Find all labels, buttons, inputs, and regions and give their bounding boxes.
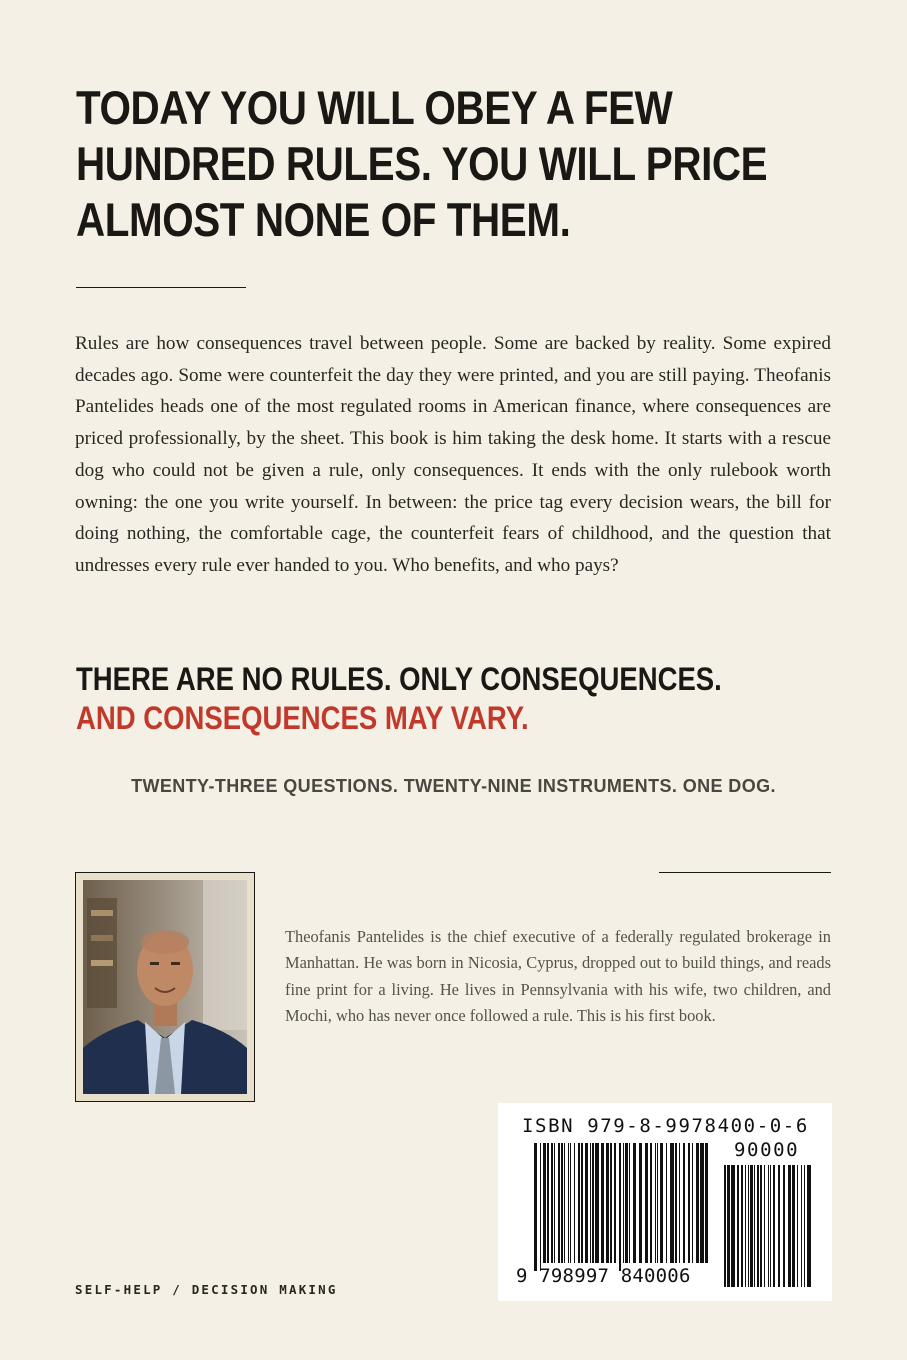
barcode-bar xyxy=(788,1165,791,1287)
barcode-bar xyxy=(639,1143,642,1263)
barcode-bar xyxy=(764,1165,765,1287)
barcode-bar xyxy=(683,1143,685,1263)
barcode-bar xyxy=(727,1165,730,1287)
barcode-bar xyxy=(619,1143,621,1271)
barcode-bar xyxy=(558,1143,560,1263)
barcode-bar xyxy=(731,1165,735,1287)
barcode-bar xyxy=(660,1143,663,1263)
barcode-bar xyxy=(610,1143,612,1263)
barcode-bar xyxy=(568,1143,569,1263)
barcode-bar xyxy=(804,1165,805,1287)
headline-line-2: HUNDRED RULES. YOU WILL PRICE xyxy=(76,137,768,190)
barcode-bar xyxy=(592,1143,594,1263)
barcode-bar xyxy=(675,1143,677,1263)
barcode-bar xyxy=(657,1143,658,1263)
barcode-bar xyxy=(554,1143,555,1263)
barcode-bar xyxy=(570,1143,571,1263)
barcode-bar xyxy=(578,1143,580,1263)
author-photo-frame xyxy=(75,872,255,1102)
barcode-bar xyxy=(551,1143,553,1263)
barcode-bar xyxy=(633,1143,636,1263)
barcode-bar xyxy=(666,1143,667,1263)
subline: TWENTY-THREE QUESTIONS. TWENTY-NINE INSTRUMENTS. ONE DOG. xyxy=(131,776,776,796)
barcode-bar xyxy=(757,1165,759,1287)
barcode-bar xyxy=(679,1143,680,1263)
barcode-bar xyxy=(688,1143,690,1263)
barcode-bar xyxy=(741,1165,743,1287)
barcode-bar xyxy=(590,1143,591,1263)
barcode-bar xyxy=(547,1143,549,1263)
barcode-bar xyxy=(797,1165,798,1287)
barcode-bar xyxy=(645,1143,648,1263)
barcode-bar xyxy=(770,1165,771,1287)
barcode-bar xyxy=(543,1143,546,1263)
barcode-bar xyxy=(601,1143,604,1263)
back-cover-headline xyxy=(76,80,768,248)
barcode-bar xyxy=(700,1143,704,1263)
headline-line-1: TODAY YOU WILL OBEY A FEW xyxy=(76,81,673,134)
barcode-bar xyxy=(768,1165,769,1287)
barcode-bar xyxy=(561,1143,563,1263)
tagline xyxy=(76,660,730,738)
book-description: Rules are how consequences travel between people. Some are backed by reality. Some expired decades ago. Some were counterfeit the day they were printed, and you are still paying. Theofanis Pantelides heads one of the most regulated rooms in American finance, where consequences are priced professionally, by the sheet. This book is him taking the desk home. It starts with a rescue dog who could not be given a rule, only consequences. It ends with the only rulebook worth owning: the one you write yourself. In between: the price tag every decision wears, the bill for doing nothing, the comfortable cage, the counterfeit fears of childhood, and the question that undresses every rule ever handed to you. Who benefits, and who pays? xyxy=(75,333,831,576)
barcode-bar xyxy=(574,1143,575,1263)
ean-digits: 9 798997 840006 xyxy=(516,1265,691,1287)
barcode-bar xyxy=(750,1165,753,1287)
author-portrait-illustration xyxy=(83,880,247,1094)
barcode-bar xyxy=(783,1165,785,1287)
barcode-bar xyxy=(760,1165,762,1287)
barcode-bar xyxy=(606,1143,609,1263)
isbn-barcode xyxy=(498,1103,832,1301)
barcode-bar xyxy=(625,1143,628,1263)
barcode-bar xyxy=(585,1143,588,1263)
price-code: 90000 xyxy=(734,1139,800,1161)
barcode-bar xyxy=(792,1165,795,1287)
author-photo xyxy=(83,880,247,1094)
barcode-bar xyxy=(754,1165,755,1287)
headline-line-3: ALMOST NONE OF THEM. xyxy=(76,193,571,246)
barcode-bar xyxy=(745,1165,746,1287)
barcode-bar xyxy=(670,1143,674,1263)
barcode-bar xyxy=(614,1143,616,1263)
barcode-bar xyxy=(540,1143,541,1271)
barcode-bar xyxy=(724,1165,726,1287)
barcode-bar xyxy=(655,1143,656,1263)
barcode-bar xyxy=(705,1143,708,1263)
barcode-bar xyxy=(595,1143,599,1263)
tagline-line-1: THERE ARE NO RULES. ONLY CONSEQUENCES. xyxy=(76,661,722,697)
barcode-bar xyxy=(801,1165,802,1287)
headline-divider xyxy=(76,287,246,288)
barcode-bar xyxy=(564,1143,565,1263)
barcode-bar xyxy=(534,1143,537,1271)
isbn-number: ISBN 979-8-9978400-0-6 xyxy=(522,1115,809,1137)
barcode-bar xyxy=(629,1143,630,1263)
barcode-bar xyxy=(692,1143,693,1263)
tagline-line-2: AND CONSEQUENCES MAY VARY. xyxy=(76,700,529,736)
barcode-bar xyxy=(650,1143,652,1263)
barcode-bar xyxy=(748,1165,749,1287)
author-bio: Theofanis Pantelides is the chief executive of a federally regulated brokerage in Manhattan. He was born in Nicosia, Cyprus, dropped out to build things, and reads fine print for a living. He lives in Pennsylvania with his wife, two children, and Mochi, who has never once followed a rule. This is his first book. xyxy=(285,927,831,1025)
barcode-bar xyxy=(696,1143,699,1263)
book-category: SELF-HELP / DECISION MAKING xyxy=(75,1282,338,1297)
barcode-bar xyxy=(807,1165,811,1287)
author-divider xyxy=(659,872,831,873)
barcode-bar xyxy=(737,1165,739,1287)
barcode-bar xyxy=(778,1165,780,1287)
barcode-bar xyxy=(623,1143,624,1263)
barcode-bar xyxy=(773,1165,775,1287)
barcode-bar xyxy=(581,1143,583,1263)
